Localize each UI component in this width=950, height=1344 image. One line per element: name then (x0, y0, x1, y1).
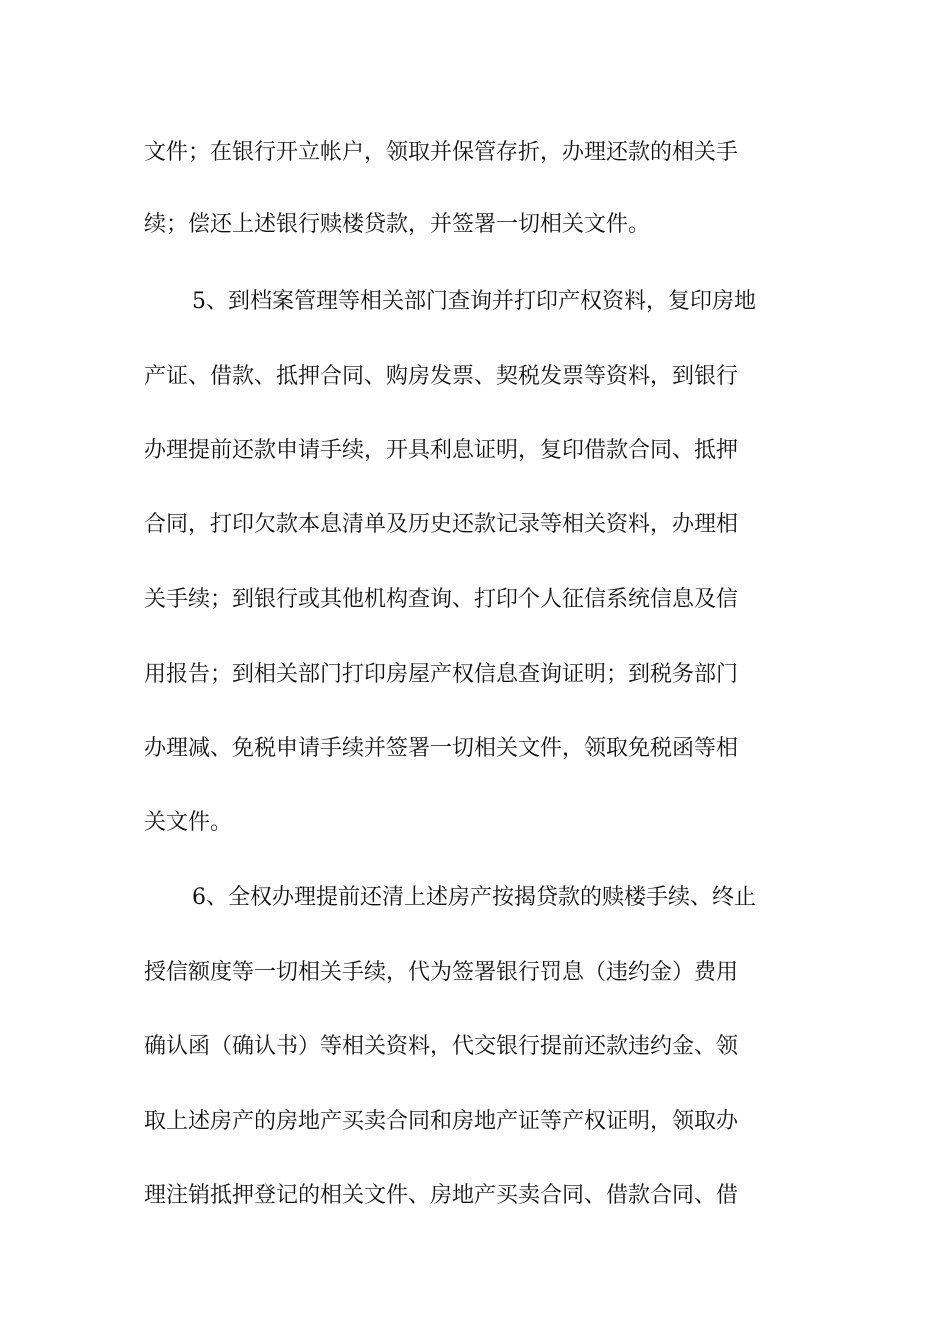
text-line: 取上述房产的房地产买卖合同和房地产证等产权证明，领取办 (144, 1109, 739, 1134)
text-line: 关文件。 (144, 810, 233, 835)
text-line: 产证、借款、抵押合同、购房发票、契税发票等资料，到银行 (144, 364, 739, 389)
text-line: 用报告；到相关部门打印房屋产权信息查询证明；到税务部门 (144, 662, 739, 687)
text-line: 确认函（确认书）等相关资料，代交银行提前还款违约金、领 (144, 1034, 739, 1059)
text-line: 合同，打印欠款本息清单及历史还款记录等相关资料，办理相 (144, 512, 739, 537)
paragraph-5-start: 5、到档案管理等相关部门查询并打印产权资料，复印房地 (192, 289, 756, 314)
text-line: 关手续；到银行或其他机构查询、打印个人征信系统信息及信 (144, 587, 739, 612)
text-line: 办理提前还款申请手续，开具利息证明，复印借款合同、抵押 (144, 438, 739, 463)
text-line: 办理减、免税申请手续并签署一切相关文件，领取免税函等相 (144, 736, 739, 761)
text-line: 文件；在银行开立帐户，领取并保管存折，办理还款的相关手 (144, 140, 739, 165)
text-line: 授信额度等一切相关手续，代为签署银行罚息（违约金）费用 (144, 960, 739, 985)
paragraph-6-start: 6、全权办理提前还清上述房产按揭贷款的赎楼手续、终止 (192, 885, 756, 910)
text-line: 续；偿还上述银行赎楼贷款，并签署一切相关文件。 (144, 212, 651, 237)
text-line: 理注销抵押登记的相关文件、房地产买卖合同、借款合同、借 (144, 1183, 739, 1208)
